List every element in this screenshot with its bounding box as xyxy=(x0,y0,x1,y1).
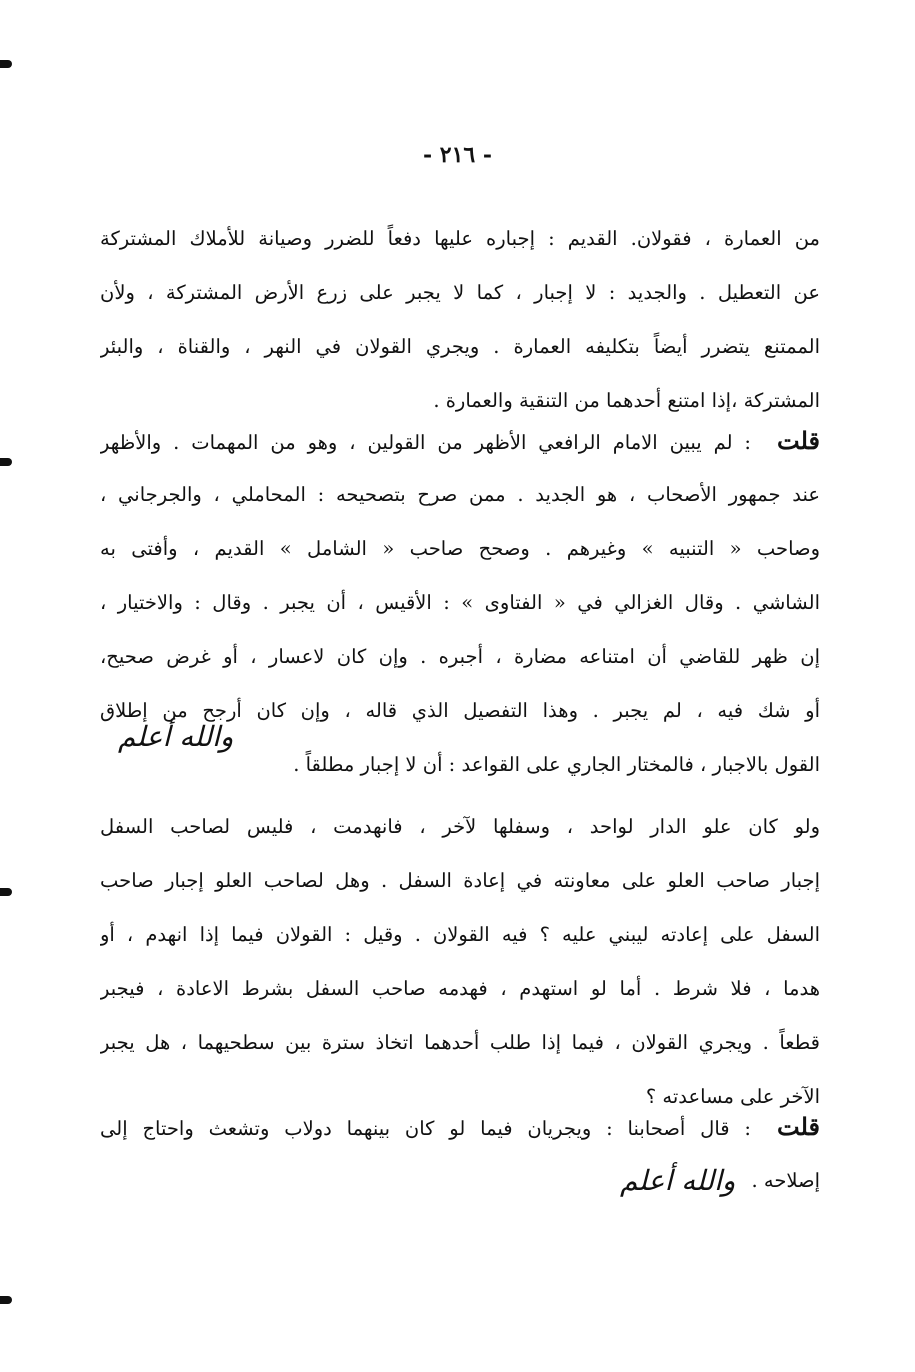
text-line: السفل على إعادته ليبني عليه ؟ فيه القولان . وقيل : القولان فيما إذا انهدم ، أو xyxy=(100,923,820,946)
margin-mark xyxy=(0,60,12,68)
text-line: الشاشي . وقال الغزالي في « الفتاوى » : الأقيس ، أن يجبر . وقال : والاختيار ، xyxy=(100,591,820,614)
text-line: القول بالاجبار ، فالمختار الجاري على القواعد : أن لا إجبار مطلقاً . xyxy=(293,753,820,776)
closing-formula: والله أعلم xyxy=(118,720,234,753)
text-line: الآخر على مساعدته ؟ xyxy=(645,1085,820,1108)
text-line: إن ظهر للقاضي أن امتناعه مضارة ، أجبره . وإن كان لاعسار ، أو غرض صحيح، xyxy=(100,645,820,668)
paragraph-3 xyxy=(100,800,820,1124)
text-line: أو شك فيه ، لم يجبر . وهذا التفصيل الذي قاله ، وإن كان أرجح من إطلاق xyxy=(100,699,820,722)
text-line: إصلاحه . xyxy=(751,1169,820,1192)
text-line: الممتنع يتضرر أيضاً بتكليفه العمارة . ويجري القولان في النهر ، والقناة ، والبئر xyxy=(100,335,820,358)
closing-formula: والله أعلم xyxy=(620,1164,736,1197)
text-line: هدما ، فلا شرط . أما لو استهدم ، فهدمه صاحب السفل بشرط الاعادة ، فيجبر xyxy=(100,977,820,1000)
qult-label: قلت xyxy=(777,426,820,455)
text-line: قطعاً . ويجري القولان ، فيما إذا طلب أحدهما اتخاذ سترة بين سطحيهما ، هل يجبر xyxy=(100,1031,820,1054)
text-line: عند جمهور الأصحاب ، هو الجديد . ممن صرح بتصحيحه : المحاملي ، والجرجاني ، xyxy=(100,483,820,506)
margin-mark xyxy=(0,458,12,466)
text-line xyxy=(100,414,820,468)
page-number: - ٢١٦ - xyxy=(422,142,493,168)
qult-label: قلت xyxy=(777,1112,820,1141)
text-line-body: : قال أصحابنا : ويجريان فيما لو كان بينهما دولاب وتشعث واحتاج إلى xyxy=(100,1117,752,1140)
margin-mark xyxy=(0,888,12,896)
text-line: إجبار صاحب العلو على معاونته في إعادة السفل . وهل لصاحب العلو إجبار صاحب xyxy=(100,869,820,892)
text-line: ولو كان علو الدار لواحد ، وسفلها لآخر ، فانهدمت ، فليس لصاحب السفل xyxy=(100,815,820,838)
paragraph-1 xyxy=(100,212,820,428)
text-line: وصاحب « التنبيه » وغيرهم . وصحح صاحب « الشامل » القديم ، وأفتى به xyxy=(100,537,820,560)
text-line xyxy=(100,1100,820,1154)
text-line: المشتركة ،إذا امتنع أحدهما من التنقية والعمارة . xyxy=(433,389,820,412)
text-line: من العمارة ، فقولان. القديم : إجباره عليها دفعاً للضرر وصيانة للأملاك المشتركة xyxy=(100,227,820,250)
text-line: عن التعطيل . والجديد : لا إجبار ، كما لا يجبر على زرع الأرض المشتركة ، ولأن xyxy=(100,281,820,304)
text-line-body: : لم يبين الامام الرافعي الأظهر من القولين ، وهو من المهمات . والأظهر xyxy=(100,431,752,454)
margin-mark xyxy=(0,1296,12,1304)
